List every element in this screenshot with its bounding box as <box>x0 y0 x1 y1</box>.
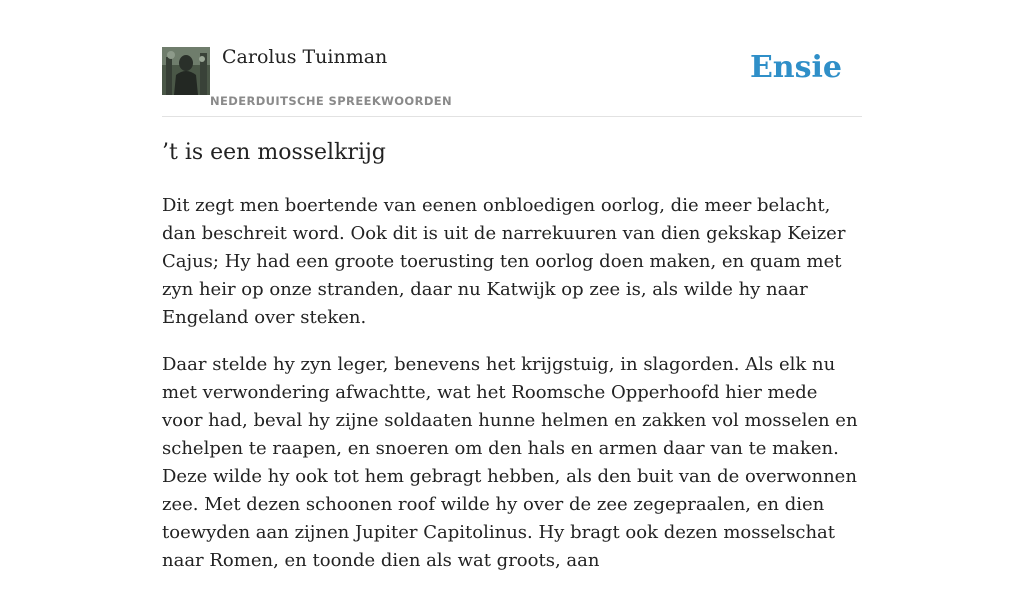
ensie-logo-link[interactable]: Ensie <box>749 50 842 85</box>
page-container <box>162 0 862 571</box>
author-avatar[interactable] <box>162 47 210 95</box>
article-title: ’t is een mosselkrijg <box>162 140 386 165</box>
article-body <box>162 192 862 594</box>
collection-label[interactable]: NEDERDUITSCHE SPREEKWOORDEN <box>210 94 453 108</box>
article-paragraph: Dit zegt men boertende van eenen onbloedigen oorlog, die meer belacht, dan beschreit word. Ook dit is uit de narrekuuren van dien gekskap Keizer Cajus; Hy had een groote toerusting ten oorlog doen maken, en quam met zyn heir op onze stranden, daar nu Katwijk op zee is, als wilde hy naar Engeland over steken. <box>162 195 846 328</box>
page-header <box>162 0 862 117</box>
portrait-image-icon <box>162 47 210 95</box>
author-name[interactable]: Carolus Tuinman <box>222 46 388 68</box>
article-paragraph: Daar stelde hy zyn leger, benevens het krijgstuig, in slagorden. Als elk nu met verwondering afwachtte, wat het Roomsche Opperhoofd hier mede voor had, beval hy zijne soldaaten hunne helmen en zakken vol mosselen en schelpen te raapen, en snoeren om den hals en armen daar van te maken. Deze wilde hy ook tot hem gebragt hebben, als den buit van de overwonnen zee. Met dezen schoonen roof wilde hy over de zee zegepraalen, en dien toewyden aan zijnen Jupiter Capitolinus. Hy bragt ook dezen mosselschat naar Romen, en toonde dien als wat groots, aan <box>162 354 858 571</box>
